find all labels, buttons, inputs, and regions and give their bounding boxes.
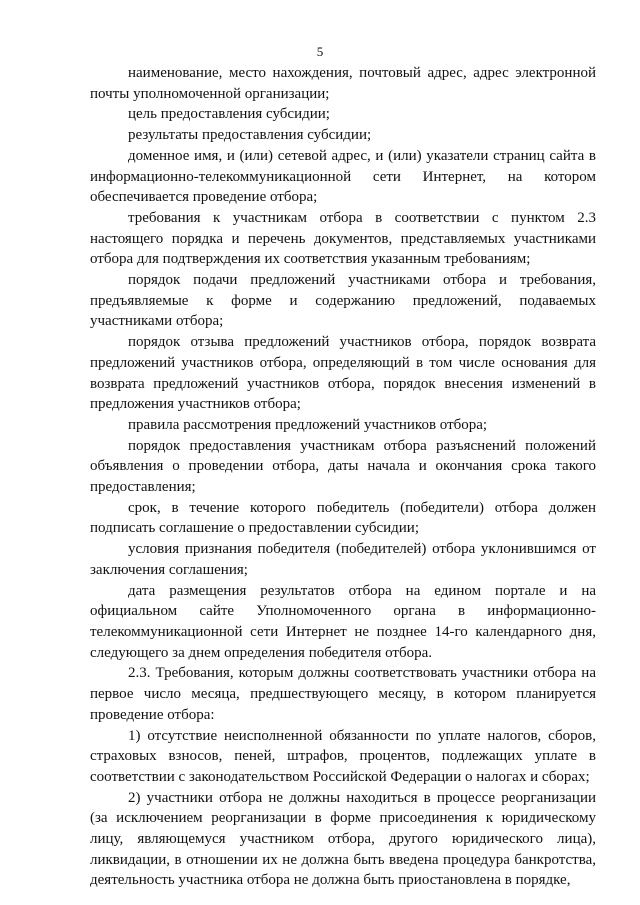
paragraph-clarification-procedure: порядок предоставления участникам отбора разъяснений положений объявления о проведении отбора, даты начала и окончания срока такого предоставления; [90, 437, 596, 496]
paragraph-review-rules: правила рассмотрения предложений участников отбора; [128, 416, 488, 433]
paragraph-subsidy-goal: цель предоставления субсидии; [128, 106, 330, 123]
page-number: 5 [316, 44, 324, 59]
paragraph-organization-details: наименование, место нахождения, почтовый адрес, адрес электронной почты уполномоченной организации; [90, 65, 596, 102]
paragraph-domain-name: доменное имя, и (или) сетевой адрес, и (или) указатели страниц сайта в информационно-телекоммуникационной сети Интернет, на котором обеспечивается проведение отбора; [90, 147, 596, 206]
paragraph-requirement-2: 2) участники отбора не должны находиться в процессе реорганизации (за исключением реорганизации в форме присоединения к юридическому лицу, являющемуся участником отбора, другого юридического лица), ликвидации, в отношении их не должна быть введена процедура банкротства, деятельность участника отбора не должна быть приостановлена в порядке, [90, 789, 596, 889]
paragraph-subsidy-results: результаты предоставления субсидии; [128, 127, 372, 144]
document-body [90, 63, 596, 891]
paragraph-submission-procedure: порядок подачи предложений участниками отбора и требования, предъявляемые к форме и содержанию предложений, подаваемых участниками отбора; [90, 272, 596, 330]
paragraph-section-2-3: 2.3. Требования, которым должны соответствовать участники отбора на первое число месяца, предшествующего месяцу, в котором планируется проведение отбора: [90, 665, 596, 723]
paragraph-evasion-conditions: условия признания победителя (победителей) отбора уклонившимся от заключения соглашения; [90, 541, 596, 578]
paragraph-requirement-1: 1) отсутствие неисполненной обязанности по уплате налогов, сборов, страховых взносов, пеней, штрафов, процентов, подлежащих уплате в соответствии с законодательством Российской Федерации о налогах и сборах; [90, 727, 596, 785]
paragraph-participant-requirements: требования к участникам отбора в соответствии с пунктом 2.3 настоящего порядка и перечень документов, представляемых участниками отбора для подтверждения их соответствия указанным требованиям; [90, 209, 596, 268]
paragraph-withdrawal-procedure: порядок отзыва предложений участников отбора, порядок возврата предложений участников отбора, определяющий в том числе основания для возврата предложений участников отбора, порядок внесения изменений в предложения участников отбора; [90, 334, 596, 413]
paragraph-agreement-deadline: срок, в течение которого победитель (победители) отбора должен подписать соглашение о предоставлении субсидии; [90, 499, 596, 537]
paragraph-results-publication: дата размещения результатов отбора на едином портале и на официальном сайте Уполномоченного органа в информационно-телекоммуникационной сети Интернет не позднее 14-го календарного дня, следующего за днем определения победителя отбора. [90, 582, 596, 661]
